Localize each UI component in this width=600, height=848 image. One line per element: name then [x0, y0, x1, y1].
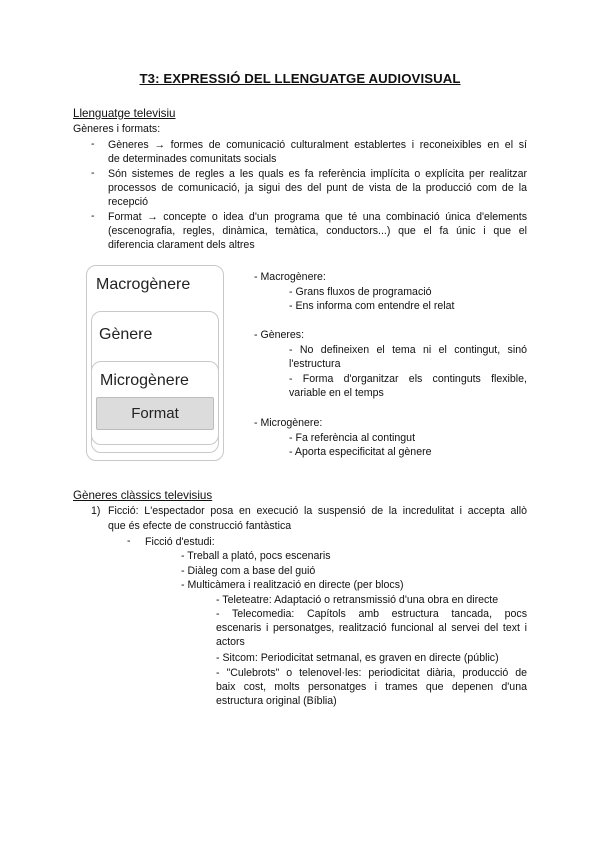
def-macro-title: - Macrogènere: — [254, 271, 326, 283]
subsub-item-1: - Treball a plató, pocs escenaris — [181, 550, 331, 562]
microgenere-label: Microgènere — [100, 372, 189, 389]
item-1-line-2: que és efecte de construcció fantàstica — [108, 520, 292, 532]
bullet-3-line-3: diferencia clarament dels altres — [108, 239, 255, 251]
subsub-item-2: - Diàleg com a base del guió — [181, 565, 316, 577]
format-box: Format — [96, 397, 214, 430]
def-generes-title: - Gèneres: — [254, 329, 305, 341]
bullet-3-line-1: Format → concepte o idea d'un programa que té una combinació única d'elements — [108, 211, 527, 223]
bullet-2-line-3: recepció — [108, 196, 149, 208]
item-1-number: 1) — [91, 505, 101, 517]
leaf-telecomedia-line-1: - Telecomedia: Capítols amb estructura tancada, pocs — [216, 608, 527, 620]
microgenere-box — [91, 361, 219, 445]
item-1-line-1: Ficció: L'espectador posa en execució la suspensió de la incredulitat i accepta allò — [108, 505, 527, 517]
bullet-1-line-2: de determinades comunitats socials — [108, 153, 277, 165]
leaf-teleteatre: - Teleteatre: Adaptació o retransmissió d'una obra en directe — [216, 594, 499, 606]
def-generes-item-1-line-1: - No defineixen el tema ni el contingut, sinó — [289, 344, 527, 356]
section-heading-generes-classics: Gèneres clàssics televisius — [73, 489, 213, 502]
genere-label: Gènere — [99, 326, 153, 343]
def-generes-item-1-line-2: l'estructura — [289, 358, 341, 370]
def-generes-item-2-line-1: - Forma d'organitzar els continguts flexible, — [289, 373, 527, 385]
bullet-1-line-1: Gèneres → formes de comunicació culturalment establertes i reconeixibles en el sí — [108, 139, 527, 151]
subsub-item-3: - Multicàmera i realització en directe (per blocs) — [181, 579, 404, 591]
subheading-generes-formats: Gèneres i formats: — [73, 123, 161, 135]
leaf-culebrots-line-1: - "Culebrots" o telenovel·les: periodicitat diària, producció de — [216, 667, 527, 679]
def-macro-item-1: - Grans fluxos de programació — [289, 286, 432, 298]
bullet-2-line-2: processos de comunicació, ja sigui des del punt de vista de la producció com de la — [108, 182, 527, 194]
def-micro-item-1: - Fa referència al contingut — [289, 432, 416, 444]
sub-ficcio-estudi: Ficció d'estudi: — [145, 536, 215, 548]
macrogenere-label: Macrogènere — [96, 276, 191, 293]
bullet-2-line-1: Són sistemes de regles a les quals es fa referència implícita o explícita per realitzar — [108, 168, 527, 180]
bullet-dash: - — [91, 167, 95, 179]
leaf-culebrots-line-2: baix cost, molts personatges i trames que depenen d'una — [216, 681, 527, 693]
bullet-dash: - — [91, 210, 95, 222]
bullet-dash: - — [91, 138, 95, 150]
leaf-culebrots-line-3: estructura original (Bíblia) — [216, 695, 337, 707]
def-generes-item-2-line-2: variable en el temps — [289, 387, 384, 399]
leaf-sitcom: - Sitcom: Periodicitat setmanal, es graven en directe (públic) — [216, 652, 499, 664]
page-title: T3: EXPRESSIÓ DEL LLENGUATGE AUDIOVISUAL — [139, 71, 461, 86]
leaf-telecomedia-line-2: escenaris i personatges, realització funcional al servei del text i — [216, 622, 527, 634]
bullet-3-line-2: (escenografia, regles, dinàmica, temàtica, conductors...) que el fa únic i que el — [108, 225, 527, 237]
def-micro-title: - Microgènere: — [254, 417, 323, 429]
genre-hierarchy-diagram — [86, 265, 224, 461]
leaf-telecomedia-line-3: actors — [216, 636, 245, 648]
section-heading-llenguatge: Llenguatge televisiu — [73, 107, 176, 120]
def-micro-item-2: - Aporta especificitat al gènere — [289, 446, 432, 458]
sub-dash: - — [127, 535, 131, 547]
def-macro-item-2: - Ens informa com entendre el relat — [289, 300, 455, 312]
